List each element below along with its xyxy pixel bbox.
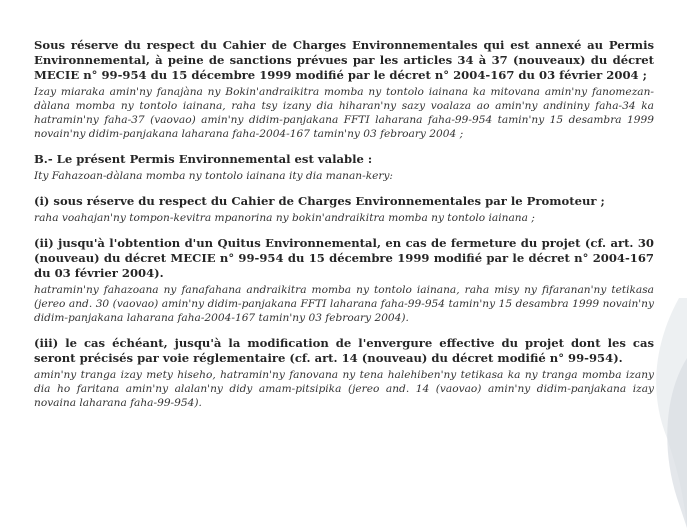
condition-item-1 [34,194,654,225]
condition-item-1-french: (i) sous réserve du respect du Cahier de Charges Environnementales par le Promoteur ; [34,194,605,208]
condition-item-2-french: (ii) jusqu'à l'obtention d'un Quitus Environnemental, en cas de fermeture du projet (cf. art. 30 (nouveau) du décret MECIE n° 99-954 du 15 décembre 1999 modifié par le décret n° 2004-167 du 03 février 2004). [34,236,654,280]
condition-item-2-malagasy: hatramin'ny fahazoana ny fanafahana andraikitra momba ny tontolo iainana, raha misy ny fifaranan'ny tetikasa (jereo and. 30 (vaovao) amin'ny didim-panjakana FFTI laharana faha-99-954 tamin'ny 15 desambra 1999 novain'ny didim-panjakana laharana faha-2004-167 tamin'ny 03 febroary 2004). [34,284,654,324]
section-b-title-malagasy: Ity Fahazoan-dàlana momba ny tontolo iainana ity dia manan-kery: [34,170,393,182]
condition-item-1-malagasy: raha voahajan'ny tompon-kevitra mpanorina ny bokin'andraikitra momba ny tontolo iainana ; [34,212,535,224]
paragraph-compliance [34,38,654,141]
section-b-title-french: B.- Le présent Permis Environnemental est valable : [34,152,373,166]
document-page [34,38,654,421]
condition-item-3-malagasy: amin'ny tranga izay mety hiseho, hatramin'ny fanovana ny tena halehiben'ny tetikasa ka ny tranga momba izany dia ho faritana amin'ny alalan'ny didy amam-pitsipika (jereo and. 14 (vaovao) amin'ny didim-panjakana izay novaina laharana faha-99-954). [34,369,654,409]
condition-item-3 [34,336,654,410]
condition-item-3-french: (iii) le cas échéant, jusqu'à la modification de l'envergure effective du projet dont les cas seront précisés par voie réglementaire (cf. art. 14 (nouveau) du décret modifié n° 99-954). [34,336,654,365]
paragraph-compliance-french: Sous réserve du respect du Cahier de Charges Environnementales qui est annexé au Permis Environnemental, à peine de sanctions prévues par les articles 34 à 37 (nouveaux) du décret MECIE n° 99-954 du 15 décembre 1999 modifié par le décret n° 2004-167 du 03 février 2004 ; [34,38,654,82]
paragraph-compliance-malagasy: Izay miaraka amin'ny fanajàna ny Bokin'andraikitra momba ny tontolo iainana ka mitovana amin'ny fanomezan-dàlana momba ny tontolo iainana, raha tsy izany dia hiharan'ny sazy voalaza ao amin'ny andininy faha-34 ka hatramin'ny faha-37 (vaovao) amin'ny didim-panjakana FFTI laharana faha-99-954 tamin'ny 15 desambra 1999 novain'ny didim-panjakana laharana faha-2004-167 tamin'ny 03 febroary 2004 ; [34,86,654,140]
section-b-heading [34,152,654,183]
condition-item-2 [34,236,654,325]
